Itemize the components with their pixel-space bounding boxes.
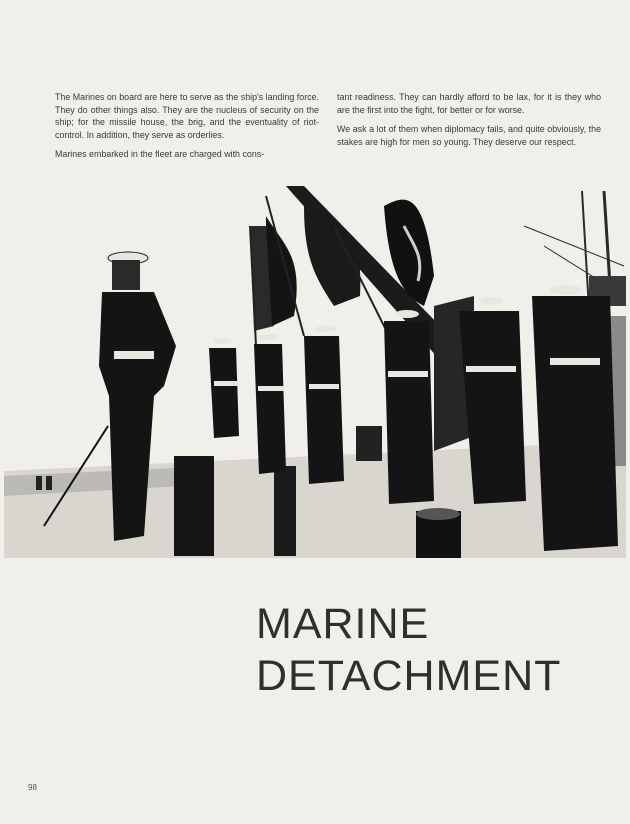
page-title	[256, 598, 561, 702]
body-text-right-column	[337, 91, 601, 155]
paragraph: We ask a lot of them when diplomacy fails, and quite obviously, the stakes are high for men so young. They deserve our respect.	[337, 124, 601, 147]
title-line-2: DETACHMENT	[256, 652, 562, 700]
body-text-left-column	[55, 91, 319, 168]
paragraph: The Marines on board are here to serve as the ship's landing force. They do other things also. They are the nucleus of security on the ship; for the missile house, the brig, and the eventuality of riot-control. In addition, they serve as orderlies.	[55, 92, 319, 140]
bollard	[174, 456, 214, 556]
paragraph: tant readiness. They can hardly afford to be lax, for it is they who are the first into the fight, for better or for worse.	[337, 92, 601, 115]
page-number: 98	[28, 783, 37, 792]
marines-color-guard-photo	[4, 186, 626, 558]
paragraph: Marines embarked in the fleet are charged with cons-	[55, 149, 265, 160]
title-line-1: MARINE	[256, 600, 430, 648]
